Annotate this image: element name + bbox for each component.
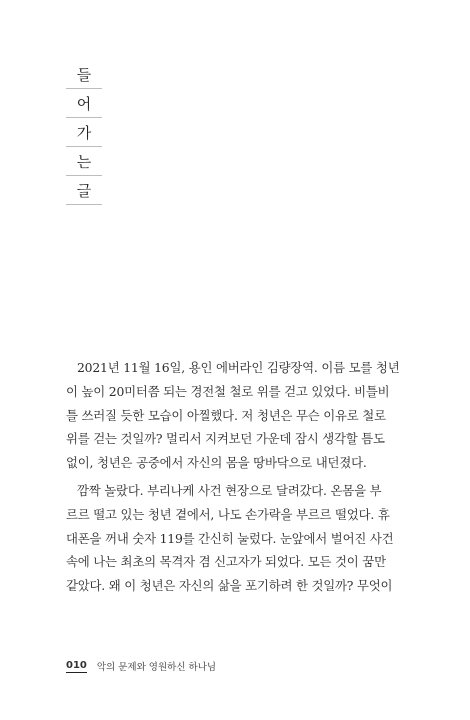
text-line: 르르 떨고 있는 청년 곁에서, 나도 손가락을 부르르 떨었다. 휴 [66, 506, 390, 522]
text-line: 속에 나는 최초의 목격자 겸 신고자가 되었다. 모든 것이 꿈만 [66, 554, 386, 570]
page-number: 010 [66, 659, 87, 671]
paragraph-2 [66, 479, 394, 598]
text-line: 같았다. 왜 이 청년은 자신의 삶을 포기하려 한 것일까? 무엇이 [66, 578, 393, 594]
title-char: 는 [66, 147, 102, 176]
text-line: 위를 걷는 것일까? 멀리서 지켜보던 가운데 잠시 생각할 틈도 [66, 431, 385, 447]
text-line: 대폰을 꺼내 숫자 119를 간신히 눌렀다. 눈앞에서 벌어진 사건 [66, 530, 394, 546]
text-line: 이 높이 20미터쯤 되는 경전철 철로 위를 걷고 있었다. 비틀비 [66, 383, 390, 399]
text-line: 없이, 청년은 공중에서 자신의 몸을 땅바닥으로 내던졌다. [66, 455, 367, 471]
text-line: 깜짝 놀랐다. 부리나케 사건 현장으로 달려갔다. 온몸을 부 [77, 482, 382, 498]
book-title: 악의 문제와 영원하신 하나님 [96, 662, 217, 673]
title-char: 가 [66, 118, 102, 147]
title-char: 글 [66, 176, 102, 205]
text-line: 틀 쓰러질 듯한 모습이 아찔했다. 저 청년은 무슨 이유로 철로 [66, 407, 386, 423]
page-footer [66, 659, 216, 673]
section-title-vertical [66, 60, 102, 205]
body-text [66, 356, 400, 598]
paragraph-1 [66, 356, 400, 475]
title-char: 들 [66, 60, 102, 89]
text-line: 2021년 11월 16일, 용인 에버라인 김량장역. 이름 모를 청년 [77, 360, 400, 375]
title-char: 어 [66, 89, 102, 118]
